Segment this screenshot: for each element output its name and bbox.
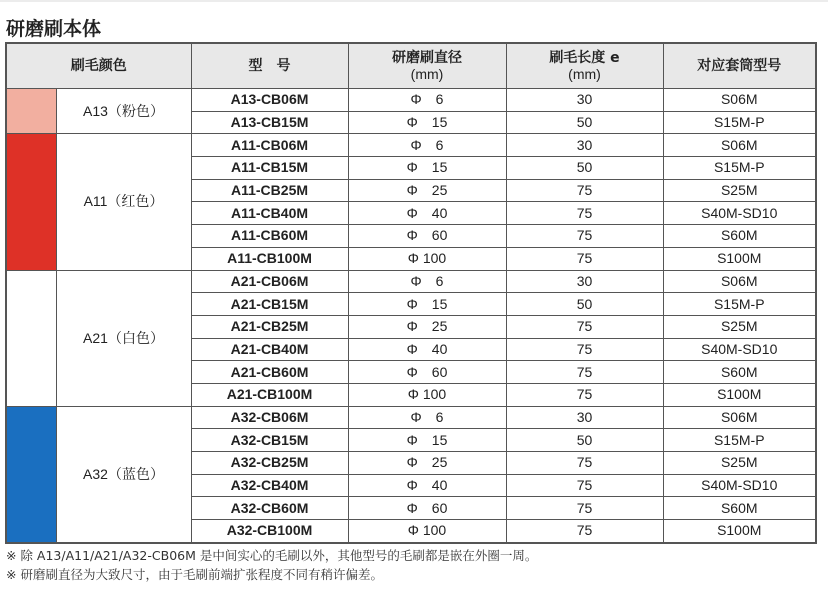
socket-cell: S100M	[663, 383, 816, 406]
model-cell: A21-CB60M	[191, 361, 348, 384]
length-cell: 30	[506, 406, 663, 429]
diameter-cell: Φ 100	[348, 383, 506, 406]
socket-cell: S25M	[663, 452, 816, 475]
socket-cell: S40M-SD10	[663, 202, 816, 225]
table-row	[6, 406, 816, 429]
length-cell: 30	[506, 89, 663, 112]
diameter-cell: Φ 15	[348, 429, 506, 452]
color-label: A32（蓝色）	[56, 406, 191, 543]
length-cell: 50	[506, 157, 663, 180]
model-cell: A11-CB06M	[191, 134, 348, 157]
socket-cell: S06M	[663, 270, 816, 293]
length-cell: 30	[506, 270, 663, 293]
length-cell: 75	[506, 338, 663, 361]
model-cell: A13-CB06M	[191, 89, 348, 112]
socket-cell: S60M	[663, 497, 816, 520]
header-model: 型 号	[191, 43, 348, 89]
brush-spec-table	[5, 42, 817, 544]
diameter-cell: Φ 40	[348, 202, 506, 225]
model-cell: A32-CB60M	[191, 497, 348, 520]
model-cell: A11-CB25M	[191, 179, 348, 202]
diameter-cell: Φ 100	[348, 520, 506, 543]
diameter-cell: Φ 60	[348, 225, 506, 248]
length-cell: 75	[506, 497, 663, 520]
diameter-cell: Φ 25	[348, 452, 506, 475]
socket-cell: S60M	[663, 361, 816, 384]
model-cell: A11-CB100M	[191, 247, 348, 270]
socket-cell: S06M	[663, 406, 816, 429]
top-divider	[0, 0, 828, 2]
footnote: ※ 除 A13/A11/A21/A32-CB06M 是中间实心的毛刷以外，其他型号的毛刷都是嵌在外圈一周。	[6, 548, 538, 563]
model-cell: A13-CB15M	[191, 111, 348, 134]
length-cell: 30	[506, 134, 663, 157]
table-row	[6, 89, 816, 112]
color-swatch	[6, 89, 56, 134]
length-cell: 75	[506, 474, 663, 497]
length-cell: 50	[506, 111, 663, 134]
socket-cell: S25M	[663, 315, 816, 338]
diameter-cell: Φ 6	[348, 134, 506, 157]
color-swatch	[6, 270, 56, 406]
diameter-cell: Φ 40	[348, 474, 506, 497]
color-label: A21（白色）	[56, 270, 191, 406]
header-length-label: 刷毛长度 e	[549, 50, 620, 66]
model-cell: A21-CB100M	[191, 383, 348, 406]
socket-cell: S15M-P	[663, 293, 816, 316]
socket-cell: S15M-P	[663, 157, 816, 180]
footnote: ※ 研磨刷直径为大致尺寸，由于毛刷前端扩张程度不同有稍许偏差。	[6, 567, 383, 582]
header-length	[506, 43, 663, 89]
table-header-row	[6, 43, 816, 89]
length-cell: 75	[506, 315, 663, 338]
diameter-cell: Φ 15	[348, 293, 506, 316]
model-cell: A21-CB25M	[191, 315, 348, 338]
header-socket: 对应套筒型号	[663, 43, 816, 89]
length-cell: 75	[506, 225, 663, 248]
length-cell: 75	[506, 179, 663, 202]
model-cell: A32-CB40M	[191, 474, 348, 497]
model-cell: A21-CB06M	[191, 270, 348, 293]
model-cell: A21-CB15M	[191, 293, 348, 316]
model-cell: A11-CB15M	[191, 157, 348, 180]
length-cell: 75	[506, 361, 663, 384]
socket-cell: S40M-SD10	[663, 474, 816, 497]
header-diameter	[348, 43, 506, 89]
header-color: 刷毛颜色	[6, 43, 191, 89]
length-cell: 50	[506, 293, 663, 316]
footnotes	[6, 546, 537, 584]
model-cell: A21-CB40M	[191, 338, 348, 361]
table-body	[6, 89, 816, 543]
length-cell: 75	[506, 520, 663, 543]
diameter-cell: Φ 6	[348, 89, 506, 112]
diameter-cell: Φ 15	[348, 157, 506, 180]
diameter-cell: Φ 25	[348, 315, 506, 338]
length-cell: 75	[506, 247, 663, 270]
length-cell: 50	[506, 429, 663, 452]
socket-cell: S06M	[663, 89, 816, 112]
model-cell: A11-CB40M	[191, 202, 348, 225]
diameter-cell: Φ 60	[348, 361, 506, 384]
model-cell: A32-CB06M	[191, 406, 348, 429]
socket-cell: S100M	[663, 247, 816, 270]
length-cell: 75	[506, 202, 663, 225]
diameter-cell: Φ 6	[348, 270, 506, 293]
header-length-unit: (mm)	[568, 66, 601, 82]
diameter-cell: Φ 60	[348, 497, 506, 520]
socket-cell: S06M	[663, 134, 816, 157]
diameter-cell: Φ 15	[348, 111, 506, 134]
section-title: 研磨刷本体	[6, 18, 102, 40]
socket-cell: S15M-P	[663, 111, 816, 134]
diameter-cell: Φ 40	[348, 338, 506, 361]
diameter-cell: Φ 6	[348, 406, 506, 429]
model-cell: A32-CB15M	[191, 429, 348, 452]
model-cell: A32-CB25M	[191, 452, 348, 475]
color-swatch	[6, 406, 56, 543]
socket-cell: S40M-SD10	[663, 338, 816, 361]
diameter-cell: Φ 25	[348, 179, 506, 202]
model-cell: A32-CB100M	[191, 520, 348, 543]
diameter-cell: Φ 100	[348, 247, 506, 270]
header-diameter-unit: (mm)	[410, 66, 444, 82]
header-diameter-label: 研磨刷直径	[392, 50, 462, 66]
socket-cell: S15M-P	[663, 429, 816, 452]
socket-cell: S25M	[663, 179, 816, 202]
table-row	[6, 270, 816, 293]
length-cell: 75	[506, 383, 663, 406]
socket-cell: S60M	[663, 225, 816, 248]
color-label: A11（红色）	[56, 134, 191, 270]
socket-cell: S100M	[663, 520, 816, 543]
length-cell: 75	[506, 452, 663, 475]
model-cell: A11-CB60M	[191, 225, 348, 248]
table-row	[6, 134, 816, 157]
color-label: A13（粉色）	[56, 89, 191, 134]
color-swatch	[6, 134, 56, 270]
